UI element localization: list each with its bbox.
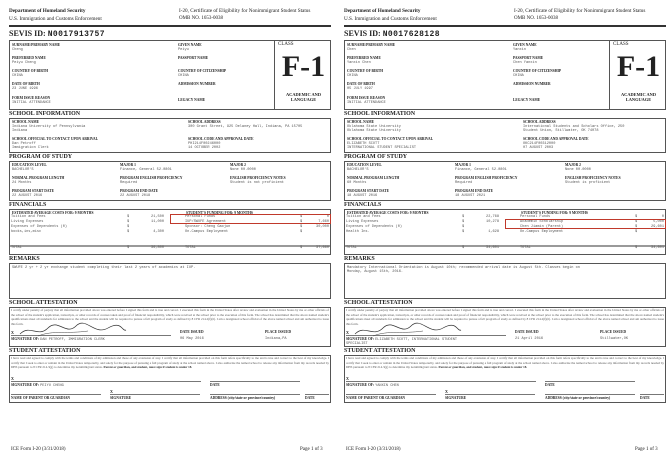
student-attestation-text: I have read and agreed to comply with the terms and conditions of my admission and those of any extension of stay. I certify that all information provided on this form refers specifically to me and is true and correct to the best of my knowledge. I certify that I seek to enter or remain in the United States temporarily, and solely for the purpose of pursuing a full program of study at the school named above. I also authorize the named school to release any information from my records needed by DHS pursuant to 8 CFR 214.3(g) to determine my nonimmigrant status. Parent or guardian, and student, must sign if student is under 18. <box>346 356 664 369</box>
school-official-label: SCHOOL OFFICIAL TO CONTACT UPON ARRIVAL <box>347 137 434 141</box>
funding-row-item: Personal Funds <box>185 215 216 219</box>
major1-value: Finance, General 52.0801 <box>120 168 172 172</box>
student-date-line[interactable] <box>545 381 635 382</box>
class-box <box>609 40 667 110</box>
education-level-value: BACHELOR'S <box>347 168 369 172</box>
given-name-value: Yanxin <box>513 48 526 52</box>
school-sig-name: ELIZABETH SCOTT, INTERNATIONAL STUDENT <box>375 338 458 342</box>
signature-scribble-icon <box>18 322 128 340</box>
program-start-label: PROGRAM START DATE <box>347 189 390 193</box>
remarks-heading: REMARKS <box>344 256 375 262</box>
date-issued-value: 06 May 2016 <box>180 337 204 341</box>
school-sig-name-2: SPECIALIST <box>346 342 368 346</box>
parent-date-label: DATE <box>640 396 650 400</box>
funding-row-item: Personal Funds <box>520 215 551 219</box>
dob-value: 05 JULY 1997 <box>347 87 373 91</box>
sevis-value: N0017913757 <box>47 30 105 39</box>
english-proficiency-label: PROGRAM ENGLISH PROFICIENCY <box>120 176 183 180</box>
funding-total-label: TOTAL <box>185 246 196 250</box>
program-end-value: 22 AUGUST 2018 <box>120 194 151 198</box>
passport-name-value: Chen Yanxin <box>513 61 537 65</box>
education-level-value: BACHELOR'S <box>12 168 34 172</box>
form-footer-id: ICE Form I-20 (3/31/2018) <box>11 447 66 452</box>
major2-label: MAJOR 2 <box>230 163 246 167</box>
funding-row-item: IUP/SWUFE Agreement <box>185 220 226 224</box>
omb-number: OMB NO. 1653-0038 <box>179 16 224 21</box>
costs-row-currency: $ <box>127 225 130 229</box>
birth-country-value: CHINA <box>12 74 23 78</box>
funding-label: STUDENT'S FUNDING FOR: 9 MONTHS <box>186 211 253 215</box>
date-issued-label: DATE ISSUED <box>515 330 539 334</box>
issue-reason-value: INITIAL ATTENDANCE <box>347 101 386 105</box>
program-length-value: 24 Months <box>12 181 32 185</box>
school-address-label: SCHOOL ADDRESS <box>188 120 221 124</box>
costs-total-currency: $ <box>462 246 465 250</box>
funding-total-amount: 37,660 <box>316 246 329 250</box>
costs-row-currency: $ <box>462 215 465 219</box>
school-name-value-2: Oklahoma State University <box>347 129 401 133</box>
date-issued-label: DATE ISSUED <box>180 330 204 334</box>
preferred-name-label: PREFERRED NAME <box>347 56 381 60</box>
costs-row-item: Expenses of Dependents (0) <box>346 225 403 229</box>
school-official-name: Dan Petroff <box>12 142 36 146</box>
parent-sig-x: X <box>445 389 448 394</box>
sevis-value: N0017628128 <box>382 30 440 39</box>
funding-row-amount: 30,000 <box>316 225 329 229</box>
english-notes-value: Student is not proficient <box>230 181 284 185</box>
school-name-value-2: Indiana <box>12 129 28 133</box>
costs-row-currency: $ <box>127 220 130 224</box>
english-proficiency-value: Required <box>455 181 473 185</box>
school-info-box <box>9 118 331 153</box>
form-footer-id: ICE Form I-20 (3/31/2018) <box>346 447 401 452</box>
funding-row-amount: 7,660 <box>318 220 329 224</box>
student-attestation-text: I have read and agreed to comply with the terms and conditions of my admission and those of any extension of stay. I certify that all information provided on this form refers specifically to me and is true and correct to the best of my knowledge. I certify that I seek to enter or remain in the United States temporarily, and solely for the purpose of pursuing a full program of study at the school named above. I also authorize the named school to release any information from my records needed by DHS pursuant to 8 CFR 214.3(g) to determine my nonimmigrant status. Parent or guardian, and student, must sign if student is under 18. <box>11 356 329 369</box>
given-name-label: GIVEN NAME <box>178 43 202 47</box>
english-notes-value: Student is proficient <box>565 181 611 185</box>
financials-box <box>344 209 666 255</box>
birth-country-value: CHINA <box>347 74 358 78</box>
costs-label: ESTIMATED AVERAGE COSTS FOR: 9 MONTHS <box>12 211 94 215</box>
student-sig-x: X <box>346 376 349 381</box>
form-title: I-20, Certificate of Eligibility for Nonimmigrant Student Status <box>179 8 311 14</box>
student-attestation-heading: STUDENT ATTESTATION <box>344 348 416 354</box>
birth-country-label: COUNTRY OF BIRTH <box>347 69 384 73</box>
school-address-value: 300 Grant Street, 925 Delaney Hall, Indiana, PA 15705 <box>188 125 303 129</box>
omb-number: OMB NO. 1653-0038 <box>514 16 559 21</box>
sevis-label: SEVIS ID: <box>344 29 381 38</box>
school-info-box <box>344 118 666 153</box>
place-issued-label: PLACE ISSUED <box>600 330 627 334</box>
program-box <box>9 161 331 201</box>
school-sig-x: X <box>11 330 14 335</box>
remarks-box <box>344 263 666 299</box>
program-end-value: 18 AUGUST 2021 <box>455 194 486 198</box>
funding-row-amount: 29,601 <box>651 225 664 229</box>
financials-heading: FINANCIALS <box>9 202 47 208</box>
school-sig-label: SIGNATURE OF: ELIZABETH SCOTT, INTERNATIONAL STUDENT <box>346 337 458 342</box>
school-official-title: Immigration Clerk <box>12 146 49 150</box>
parent-date-line[interactable] <box>305 394 329 395</box>
program-heading: PROGRAM OF STUDY <box>9 154 73 160</box>
sevis-id <box>344 29 440 39</box>
remarks-heading: REMARKS <box>9 256 40 262</box>
i20-form-left <box>0 0 334 463</box>
english-proficiency-value: Required <box>120 181 138 185</box>
page-number: Page 1 of 3 <box>300 447 323 452</box>
remarks-text: Mandatory International Orientation is August 10th; recommended arrival date is August 5th. Classes begin on <box>347 266 580 270</box>
student-signature-line[interactable] <box>11 381 201 382</box>
student-signature-line[interactable] <box>346 381 536 382</box>
form-title: I-20, Certificate of Eligibility for Nonimmigrant Student Status <box>514 8 646 14</box>
english-notes-label: ENGLISH PROFICIENCY NOTES <box>565 176 621 180</box>
costs-row-item: Tuition and Fees <box>346 215 381 219</box>
class-description: ACADEMIC AND LANGUAGE <box>285 92 321 102</box>
program-length-value: 60 Months <box>347 181 367 185</box>
surname-label: SURNAME/PRIMARY NAME <box>12 43 61 47</box>
date-issued-value: 21 April 2016 <box>515 337 544 341</box>
costs-row-currency: $ <box>462 230 465 234</box>
financials-heading: FINANCIALS <box>344 202 382 208</box>
surname-value: Chen <box>347 48 356 52</box>
remarks-box <box>9 263 331 299</box>
parent-date-label: DATE <box>305 396 315 400</box>
funding-total-label: TOTAL <box>520 246 531 250</box>
parent-address-line[interactable] <box>545 394 635 395</box>
agency-name: Department of Homeland Security <box>344 8 421 14</box>
major1-value: Finance, General 52.0801 <box>455 168 507 172</box>
program-heading: PROGRAM OF STUDY <box>344 154 408 160</box>
parent-signature-label: SIGNATURE <box>110 396 132 400</box>
funding-highlight-box <box>170 214 331 224</box>
school-official-label: SCHOOL OFFICIAL TO CONTACT UPON ARRIVAL <box>12 137 99 141</box>
major2-label: MAJOR 2 <box>565 163 581 167</box>
class-value: F-1 <box>616 50 661 83</box>
funding-row-currency: $ <box>635 220 638 224</box>
costs-row-currency: $ <box>127 215 130 219</box>
page-number: Page 1 of 3 <box>635 447 658 452</box>
costs-total-amount: 36,800 <box>151 246 164 250</box>
parent-name-line[interactable] <box>346 394 436 395</box>
funding-highlight-box <box>505 219 666 229</box>
school-sig-name: DAN PETROFF, IMMIGRATION CLERK <box>40 338 105 342</box>
class-box <box>274 40 332 110</box>
costs-label: ESTIMATED AVERAGE COSTS FOR: 9 MONTHS <box>347 211 429 215</box>
parent-signature-line[interactable] <box>445 394 535 395</box>
program-start-value: 22 AUGUST 2016 <box>12 194 43 198</box>
student-sig-name: PEIYU CHENG <box>40 384 64 388</box>
school-name-value: Oklahoma State University <box>347 125 401 129</box>
student-sig-label: SIGNATURE OF: YANXIN CHEN <box>346 383 399 388</box>
funding-total-amount: 34,601 <box>651 246 664 250</box>
school-sig-x: X <box>346 330 349 335</box>
given-name-value: Peiyu <box>178 48 189 52</box>
place-issued-label: PLACE ISSUED <box>265 330 292 334</box>
costs-row-amount: 22,768 <box>486 215 499 219</box>
major1-label: MAJOR 1 <box>455 163 471 167</box>
student-date-label: DATE <box>545 383 555 387</box>
school-attestation-text: I certify under penalty of perjury that all information provided above was entered before I signed this form and is true and correct. I executed this form in the United States after review and evaluation in the United States by me or other officials of the school of the student's application, transcripts, or other records of courses taken and proof of financial responsibility, which were received at the school prior to the execution of this form. The school has determined that the above named student's qualifications meet all standards for admission to the school and the student will be required to pursue a full program of study as defined by 8 CFR 214.2(f)(6). I am a designated school official of the above named school and am authorized to issue this form. <box>11 308 329 326</box>
student-sig-name: YANXIN CHEN <box>375 384 399 388</box>
parent-name-line[interactable] <box>11 394 101 395</box>
costs-total-label: TOTAL <box>11 246 22 250</box>
issue-reason-label: FORM ISSUE REASON <box>12 96 51 100</box>
class-value: F-1 <box>281 50 326 83</box>
funding-total-currency: $ <box>300 246 303 250</box>
english-proficiency-label: PROGRAM ENGLISH PROFICIENCY <box>455 176 518 180</box>
costs-row-currency: $ <box>462 225 465 229</box>
costs-total-currency: $ <box>127 246 130 250</box>
costs-row-amount: 4,300 <box>153 230 164 234</box>
school-address-value: International Students and Scholars Office, 250 <box>523 125 625 129</box>
major1-label: MAJOR 1 <box>120 163 136 167</box>
school-attestation-heading: SCHOOL ATTESTATION <box>344 300 413 306</box>
costs-row-currency: $ <box>462 220 465 224</box>
agency-subname: U.S. Immigration and Customs Enforcement <box>9 16 102 22</box>
surname-label: SURNAME/PRIMARY NAME <box>347 43 396 47</box>
sevis-id <box>9 29 105 39</box>
class-label: CLASS <box>278 42 294 47</box>
agency-name: Department of Homeland Security <box>9 8 86 14</box>
program-box <box>344 161 666 201</box>
costs-row-item: Tuition and Fees <box>11 215 46 219</box>
funding-row-currency: $ <box>300 225 303 229</box>
issue-reason-label: FORM ISSUE REASON <box>347 96 386 100</box>
english-notes-label: ENGLISH PROFICIENCY NOTES <box>230 176 286 180</box>
costs-row-item: Health Ins. <box>346 230 370 234</box>
school-official-name: ELIZABETH SCOTT <box>347 142 380 146</box>
costs-row-currency: $ <box>127 230 130 234</box>
costs-row-amount: 10,278 <box>486 220 499 224</box>
i20-form-right <box>335 0 669 463</box>
preferred-name-value: Peiyu Cheng <box>12 61 36 65</box>
school-info-heading: SCHOOL INFORMATION <box>344 111 416 117</box>
preferred-name-label: PREFERRED NAME <box>12 56 46 60</box>
major2-value: None 00.0000 <box>565 168 591 172</box>
school-approval-date: 14 OCTOBER 2002 <box>188 146 221 150</box>
legacy-name-label: LEGACY NAME <box>178 98 206 102</box>
parent-signature-label: SIGNATURE <box>445 396 467 400</box>
school-sig-label: SIGNATURE OF: DAN PETROFF, IMMIGRATION CLERK <box>11 337 105 342</box>
preferred-name-value: Yanxin Chen <box>347 61 371 65</box>
costs-row-amount: 1,628 <box>488 230 499 234</box>
passport-name-label: PASSPORT NAME <box>178 56 209 60</box>
agency-subname: U.S. Immigration and Customs Enforcement <box>344 16 437 22</box>
parent-address-line[interactable] <box>210 394 300 395</box>
costs-row-amount: 21,500 <box>151 215 164 219</box>
costs-total-label: TOTAL <box>346 246 357 250</box>
dob-label: DATE OF BIRTH <box>12 82 40 86</box>
student-date-label: DATE <box>210 383 220 387</box>
funding-row-currency: $ <box>635 225 638 229</box>
major2-value: None 00.0000 <box>230 168 256 172</box>
school-name-label: SCHOOL NAME <box>12 120 40 124</box>
issue-reason-value: INITIAL ATTENDANCE <box>12 101 51 105</box>
class-label: CLASS <box>613 42 629 47</box>
education-level-label: EDUCATION LEVEL <box>347 163 382 167</box>
header-divider <box>344 25 666 27</box>
program-length-label: NORMAL PROGRAM LENGTH <box>12 176 65 180</box>
program-length-label: NORMAL PROGRAM LENGTH <box>347 176 400 180</box>
funding-row-currency: $ <box>300 220 303 224</box>
passport-name-label: PASSPORT NAME <box>513 56 544 60</box>
funding-label: STUDENT'S FUNDING FOR: 9 MONTHS <box>521 211 588 215</box>
school-code-value: PHI214F00246000 <box>188 142 221 146</box>
surname-value: Cheng <box>12 48 23 52</box>
parent-sig-x: X <box>110 389 113 394</box>
school-code-value: OKC214F00312000 <box>523 142 556 146</box>
header-divider <box>9 25 331 27</box>
legacy-name-label: LEGACY NAME <box>513 98 541 102</box>
signature-scribble-icon <box>353 322 463 340</box>
funding-total-currency: $ <box>635 246 638 250</box>
funding-row-currency: $ <box>300 230 303 234</box>
admission-number-label: ADMISSION NUMBER <box>178 82 216 86</box>
costs-row-item: Living Expenses <box>11 220 44 224</box>
place-issued-value: Stillwater,OK <box>600 337 629 341</box>
sevis-label: SEVIS ID: <box>9 29 46 38</box>
program-start-label: PROGRAM START DATE <box>12 189 55 193</box>
dob-value: 23 JUNE 1996 <box>12 87 38 91</box>
school-code-label: SCHOOL CODE AND APPROVAL DATE <box>523 137 589 141</box>
remarks-text-2: Monday, August 15th, 2016. <box>347 270 404 274</box>
parent-date-line[interactable] <box>640 394 664 395</box>
program-end-label: PROGRAM END DATE <box>120 189 159 193</box>
costs-total-amount: 34,601 <box>486 246 499 250</box>
remarks-text: SWUFE 2 yr + 2 yr exchange student completing their last 2 years of academics at IUP. <box>12 266 196 270</box>
citizenship-label: COUNTRY OF CITIZENSHIP <box>178 69 227 73</box>
funding-row-currency: $ <box>635 230 638 234</box>
parent-name-label: NAME OF PARENT OR GUARDIAN <box>11 396 71 400</box>
parent-address-label: ADDRESS (city/state or province/country) <box>545 396 611 400</box>
funding-row-amount: 5,000 <box>653 220 664 224</box>
school-address-label: SCHOOL ADDRESS <box>523 120 556 124</box>
funding-row-currency: $ <box>635 215 638 219</box>
financials-total-divider <box>10 245 330 247</box>
school-info-heading: SCHOOL INFORMATION <box>9 111 81 117</box>
parent-signature-line[interactable] <box>110 394 200 395</box>
place-issued-value: Indiana,PA <box>265 337 287 341</box>
funding-row-item: Sponsor: Cheng Gaojun <box>185 225 231 229</box>
funding-row-item: Academic Scholarship <box>520 220 564 224</box>
funding-row-amount: 0 <box>326 215 329 219</box>
citizenship-label: COUNTRY OF CITIZENSHIP <box>513 69 562 73</box>
given-name-label: GIVEN NAME <box>513 43 537 47</box>
school-official-title: INTERNATIONAL STUDENT SPECIALIST <box>347 146 417 150</box>
school-name-label: SCHOOL NAME <box>347 120 375 124</box>
school-approval-date: 07 AUGUST 2003 <box>523 146 554 150</box>
citizenship-value: CHINA <box>178 74 189 78</box>
funding-row-item: On-Campus Employment <box>185 230 229 234</box>
student-sig-label: SIGNATURE OF: PEIYU CHENG <box>11 383 64 388</box>
costs-row-amount: 11,000 <box>151 220 164 224</box>
education-level-label: EDUCATION LEVEL <box>12 163 47 167</box>
financials-total-divider <box>345 245 665 247</box>
costs-row-item: Expenses of Dependents (0) <box>11 225 68 229</box>
admission-number-label: ADMISSION NUMBER <box>513 82 551 86</box>
funding-row-currency: $ <box>300 215 303 219</box>
school-attestation-text: I certify under penalty of perjury that all information provided above was entered before I signed this form and is true and correct. I executed this form in the United States after review and evaluation in the United States by me or other officials of the school of the student's application, transcripts, or other records of courses taken and proof of financial responsibility, which were received at the school prior to the execution of this form. The school has determined that the above named student's qualifications meet all standards for admission to the school and the student will be required to pursue a full program of study as defined by 8 CFR 214.2(f)(6). I am a designated school official of the above named school and am authorized to issue this form. <box>346 308 664 326</box>
school-attestation-heading: SCHOOL ATTESTATION <box>9 300 78 306</box>
school-name-value: Indiana University of Pennsylvania <box>12 125 86 129</box>
birth-country-label: COUNTRY OF BIRTH <box>12 69 49 73</box>
program-start-value: 18 AUGUST 2016 <box>347 194 378 198</box>
funding-row-item: Chen Jiamin (Parent) <box>520 225 564 229</box>
class-description: ACADEMIC AND LANGUAGE <box>620 92 656 102</box>
citizenship-value: CHINA <box>513 74 524 78</box>
student-sig-x: X <box>11 376 14 381</box>
costs-row-item: Living Expenses <box>346 220 379 224</box>
school-code-label: SCHOOL CODE AND APPROVAL DATE <box>188 137 254 141</box>
parent-address-label: ADDRESS (city/state or province/country) <box>210 396 276 400</box>
costs-row-item: books,ins,misc <box>11 230 42 234</box>
program-end-label: PROGRAM END DATE <box>455 189 494 193</box>
parent-name-label: NAME OF PARENT OR GUARDIAN <box>346 396 406 400</box>
school-address-value-2: Student Union, Stillwater, OK 74078 <box>523 129 599 133</box>
funding-row-amount: 0 <box>661 215 664 219</box>
student-attestation-heading: STUDENT ATTESTATION <box>9 348 81 354</box>
student-date-line[interactable] <box>210 381 300 382</box>
funding-row-item: On-Campus Employment <box>520 230 564 234</box>
dob-label: DATE OF BIRTH <box>347 82 375 86</box>
